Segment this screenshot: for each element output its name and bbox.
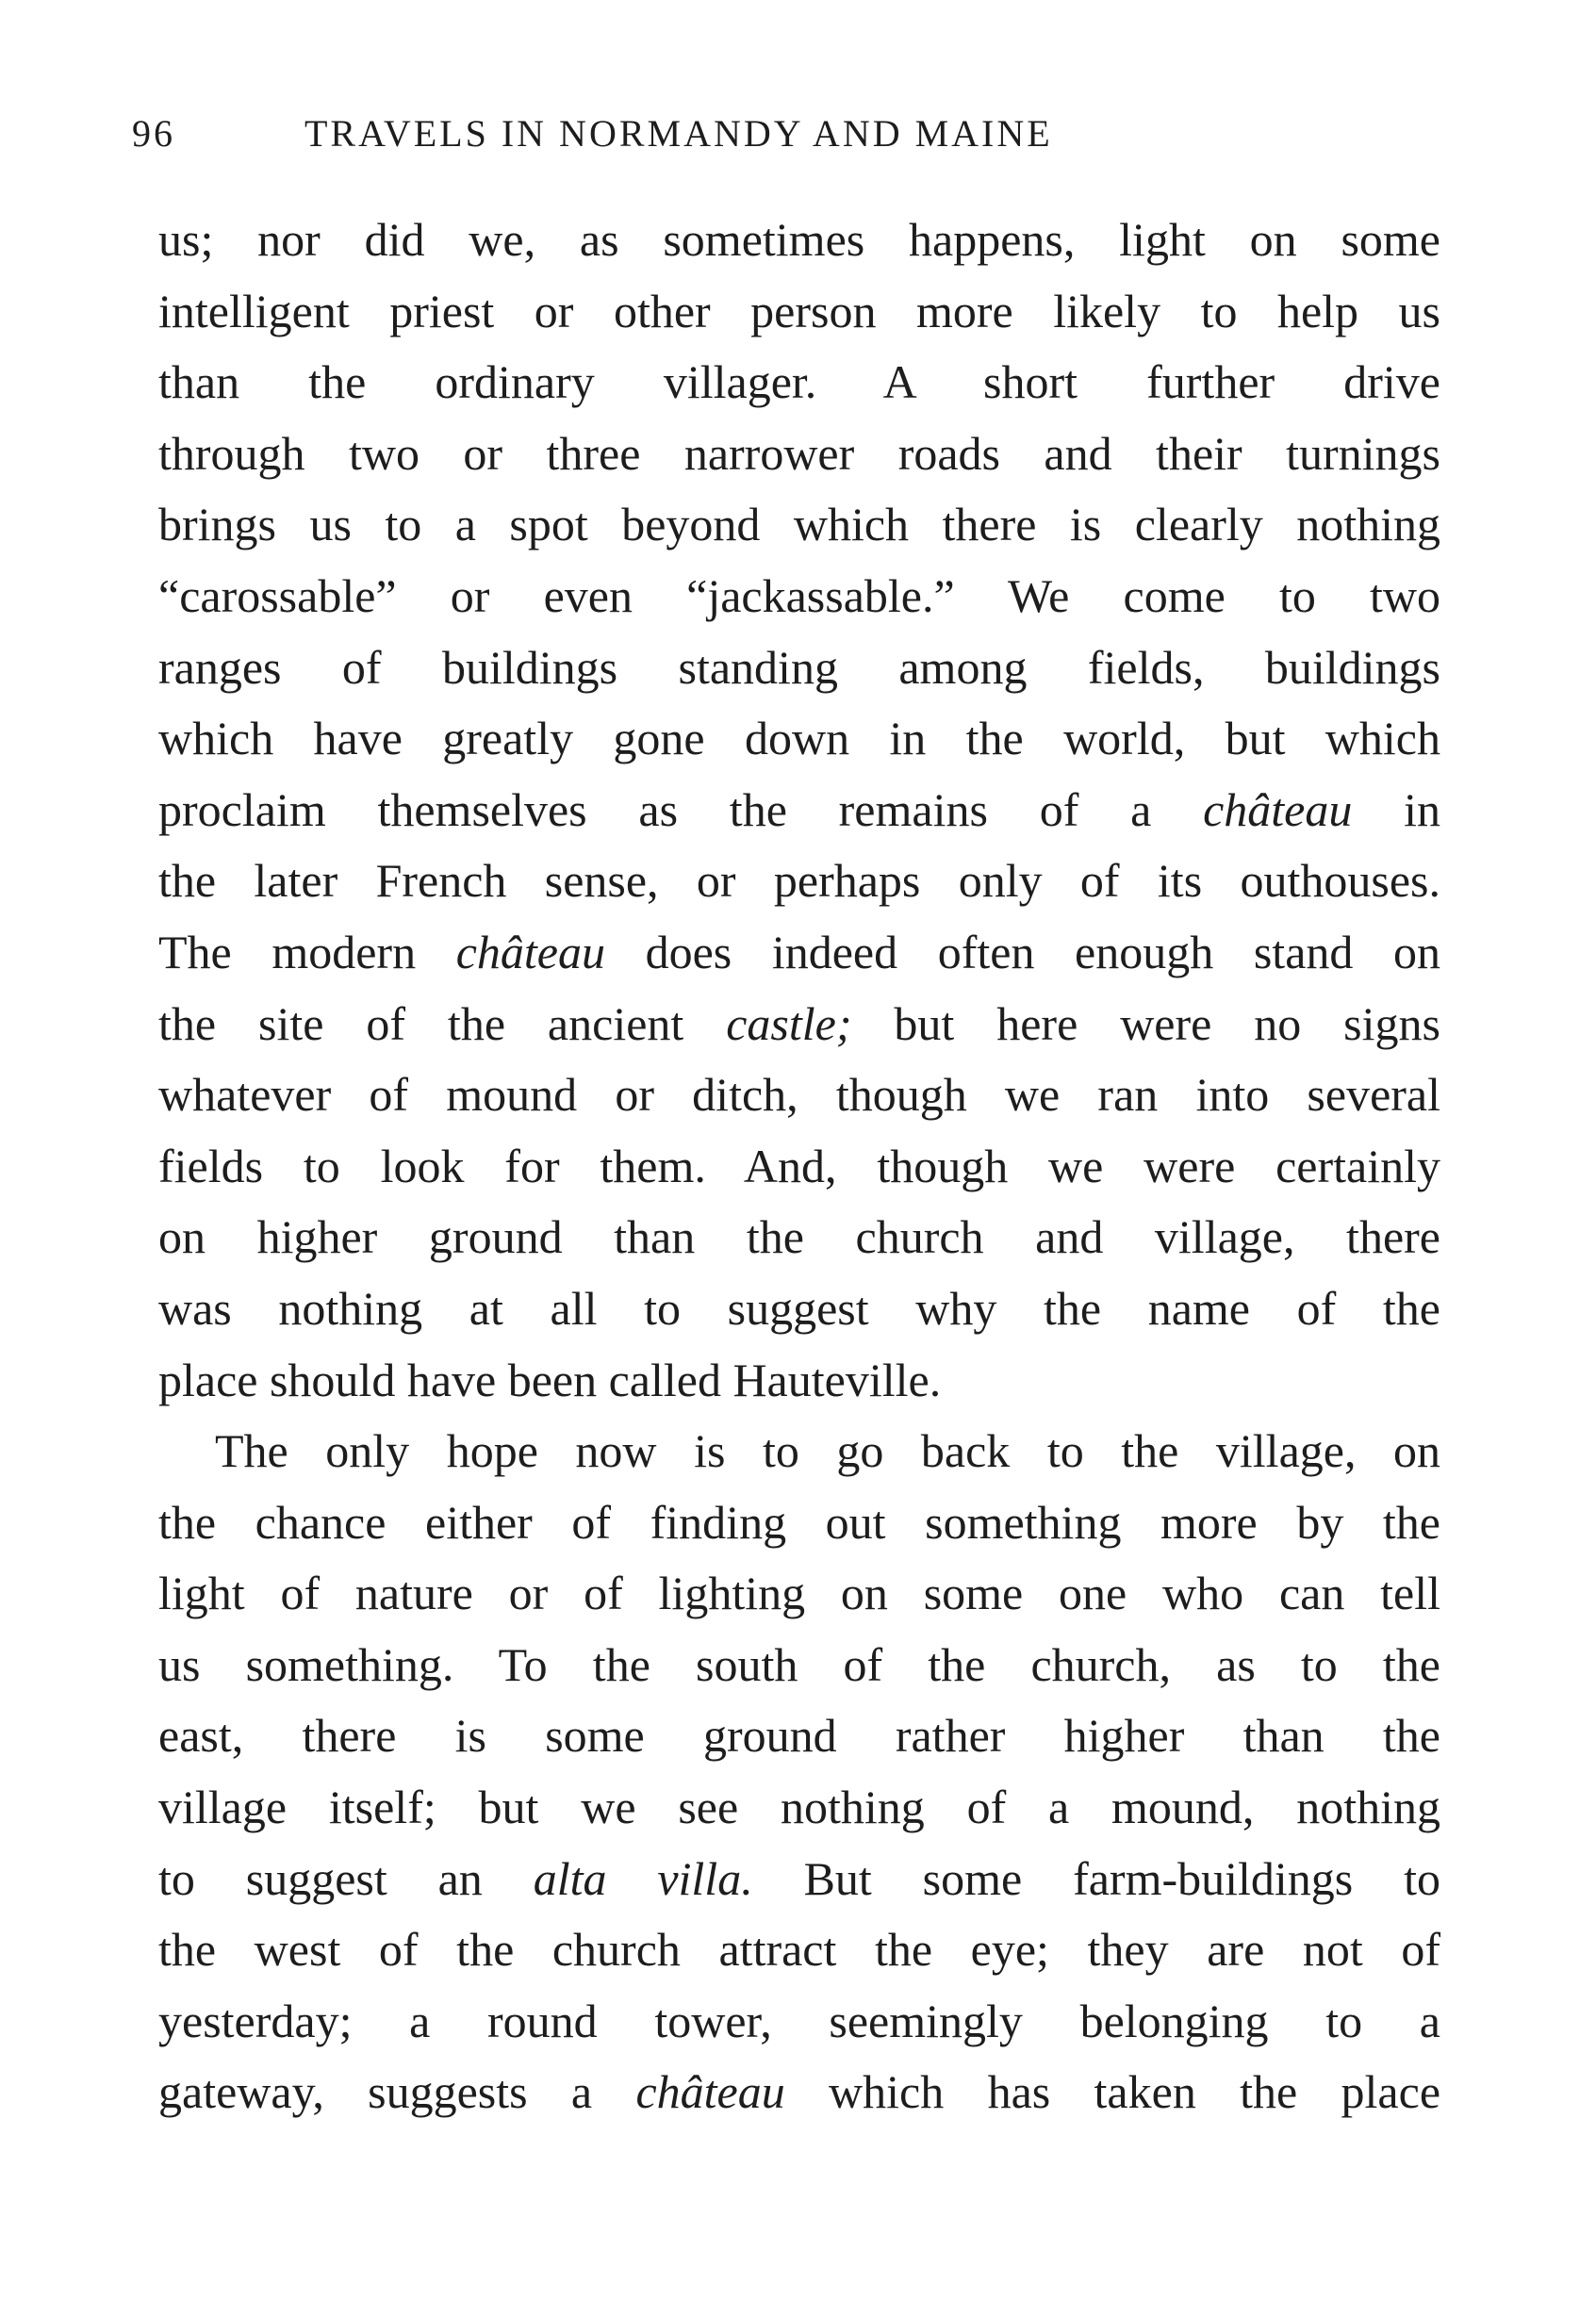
text-line [158,2057,1440,2128]
text-segment: the later French sense, or perhaps only of its outhouses. [158,854,1440,908]
text-segment: which have greatly gone down in the world, but which [158,712,1440,765]
text-line [158,1986,1440,2058]
running-head [132,111,1452,168]
text-segment: intelligent priest or other person more likely to help us [158,284,1440,337]
text-line [158,1416,1440,1487]
text-line [158,1131,1440,1203]
text-line [158,1487,1440,1559]
text-line [158,561,1440,632]
text-line [158,1202,1440,1273]
running-title: TRAVELS IN NORMANDY AND MAINE [304,112,1053,155]
italic-text: alta villa. [533,1851,753,1905]
italic-text: castle; [726,996,852,1050]
italic-text: château [635,2065,785,2119]
text-segment: us; nor did we, as sometimes happens, light on some [158,213,1440,266]
text-line [158,347,1440,419]
text-segment: on higher ground than the church and village, there [158,1210,1440,1264]
italic-text: château [455,925,605,978]
text-line [158,1844,1440,1915]
text-segment: through two or three narrower roads and their turnings [158,426,1440,480]
text-line [158,1772,1440,1844]
text-segment: light of nature or of lighting on some one who can tell [158,1567,1440,1620]
text-segment: whatever of mound or ditch, though we ran into several [158,1068,1440,1122]
text-segment: east, there is some ground rather higher than the [158,1709,1440,1763]
text-line [158,917,1440,989]
body-text [158,205,1440,2128]
text-line [158,1273,1440,1345]
text-line [158,775,1440,846]
paragraph [158,1416,1440,2128]
text-segment: fields to look for them. And, though we were certainly [158,1139,1440,1192]
text-line [158,1059,1440,1131]
text-segment: place should have been called Hauteville. [158,1353,942,1406]
text-segment: does indeed often enough stand on [604,925,1440,978]
text-segment: but here were no signs [851,996,1440,1050]
text-line [158,846,1440,917]
text-segment: in [1352,782,1440,836]
text-segment: proclaim themselves as the remains of a [158,782,1204,836]
text-segment: village itself; but we see nothing of a mound, nothing [158,1781,1440,1834]
text-line [158,1345,1440,1417]
text-line [158,419,1440,490]
paragraph [158,205,1440,1416]
text-segment: The only hope now is to go back to the village, on [215,1424,1440,1478]
text-line [158,1914,1440,1986]
text-line [158,632,1440,704]
text-line [158,703,1440,775]
text-line [158,989,1440,1060]
text-segment: yesterday; a round tower, seemingly belonging to a [158,1994,1440,2047]
text-segment: ranges of buildings standing among fields, buildings [158,640,1440,694]
text-line [158,205,1440,276]
text-segment: the chance either of finding out something more by the [158,1495,1440,1549]
italic-text: château [1203,782,1353,836]
text-segment: than the ordinary villager. A short further drive [158,355,1440,409]
text-segment: the west of the church attract the eye; they are not of [158,1923,1440,1977]
text-segment: “carossable” or even “jackassable.” We come to two [158,568,1440,622]
text-segment: us something. To the south of the church, as to the [158,1637,1440,1691]
text-line [158,1700,1440,1772]
text-line [158,276,1440,348]
text-line [158,1630,1440,1701]
text-line [158,489,1440,561]
text-segment: which has taken the place [784,2065,1441,2119]
text-segment: brings us to a spot beyond which there is clearly nothing [158,498,1440,551]
text-segment: gateway, suggests a [158,2065,636,2119]
text-segment: The modern [158,925,456,978]
text-segment: was nothing at all to suggest why the name of the [158,1281,1440,1335]
text-line [158,1558,1440,1630]
text-segment: to suggest an [158,1851,534,1905]
text-segment: the site of the ancient [158,996,727,1050]
page-number: 96 [132,112,175,155]
text-segment: But some farm-buildings to [752,1851,1440,1905]
